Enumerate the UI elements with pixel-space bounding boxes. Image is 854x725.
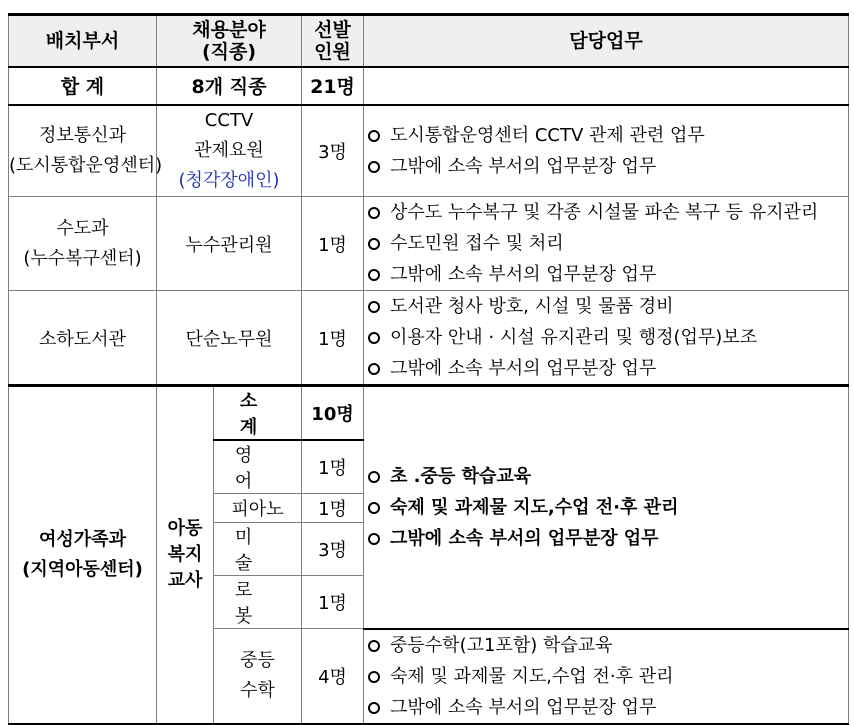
duty-text: 초 .중등 학습교육 — [390, 465, 532, 487]
circle-bullet-icon — [368, 161, 380, 173]
subject-name: 영 어 — [214, 440, 302, 494]
subject-name: 피아노 — [214, 494, 302, 523]
circle-bullet-icon — [368, 671, 380, 683]
duty-item — [368, 228, 848, 259]
duty-text: 도시통합운영센터 CCTV 관제 관련 업무 — [390, 124, 705, 146]
duties-cell — [364, 105, 849, 197]
duty-item — [368, 523, 848, 554]
duty-text: 그밖에 소속 부서의 업무분장 업무 — [390, 358, 657, 379]
math-line2: 수학 — [240, 679, 275, 701]
duty-item — [368, 353, 848, 384]
circle-bullet-icon — [368, 533, 380, 545]
duty-item — [368, 120, 848, 151]
duty-text: 그밖에 소속 부서의 업무분장 업무 — [390, 264, 657, 285]
duty-text: 상수도 누수복구 및 각종 시설물 파손 복구 등 유지관리 — [390, 202, 819, 223]
duty-text: 그밖에 소속 부서의 업무분장 업무 — [390, 696, 657, 718]
duty-text: 숙제 및 과제물 지도,수업 전·후 관리 — [390, 665, 674, 687]
dept-name: 정보통신과 — [39, 124, 126, 146]
duty-item — [368, 151, 848, 182]
dept-sub: (지역아동센터) — [22, 558, 143, 580]
header-count — [302, 15, 364, 67]
duty-text: 그밖에 소속 부서의 업무분장 업무 — [390, 527, 659, 549]
header-field-line2: (직종) — [201, 40, 257, 63]
subject-count: 3명 — [302, 523, 364, 576]
subject-count: 1명 — [302, 494, 364, 523]
table-row — [9, 105, 849, 197]
duty-item — [368, 492, 848, 523]
duty-item — [368, 692, 848, 723]
total-row — [9, 67, 849, 105]
table-row — [9, 197, 849, 291]
duties-cell — [364, 386, 849, 629]
subject-count: 1명 — [302, 440, 364, 494]
field-cell — [157, 105, 302, 197]
subtotal-count: 10명 — [302, 386, 364, 441]
dept-sub: (누수복구센터) — [23, 247, 142, 269]
duty-item — [368, 630, 848, 661]
field-line1: CCTV — [204, 109, 254, 131]
field-note: (청각장애인) — [178, 169, 280, 191]
duty-text: 그밖에 소속 부서의 업무분장 업무 — [390, 155, 657, 177]
recruitment-table — [8, 13, 849, 725]
duty-text: 중등수학(고1포함) 학습교육 — [390, 634, 613, 656]
subject-name: 미 술 — [214, 523, 302, 576]
total-duties — [364, 67, 849, 105]
header-dept: 배치부서 — [9, 15, 157, 67]
duty-item — [368, 259, 848, 290]
dept-sub: (도시통합운영센터) — [9, 154, 163, 176]
math-line1: 중등 — [240, 649, 275, 671]
field-cell: 단순노무원 — [157, 291, 302, 386]
role-line3: 교사 — [167, 569, 203, 591]
table-row — [9, 291, 849, 386]
subtotal-row — [9, 386, 849, 441]
circle-bullet-icon — [368, 238, 380, 250]
header-row — [9, 15, 849, 67]
subject-name: 로 봇 — [214, 576, 302, 629]
duty-item — [368, 322, 848, 353]
field-cell: 누수관리원 — [157, 197, 302, 291]
subtotal-label: 소 계 — [214, 386, 302, 441]
dept-cell: 소하도서관 — [9, 291, 157, 386]
role-line2: 복지 — [167, 543, 203, 565]
duties-cell — [364, 291, 849, 386]
circle-bullet-icon — [368, 332, 380, 344]
duty-text: 도서관 청사 방호, 시설 및 물품 경비 — [390, 296, 674, 317]
dept-cell — [9, 105, 163, 197]
total-field: 8개 직종 — [157, 67, 302, 105]
subject-count: 1명 — [302, 576, 364, 629]
header-field — [157, 15, 302, 67]
field-line2: 관제요원 — [194, 139, 264, 161]
dept-name: 수도과 — [56, 217, 109, 239]
total-label: 합 계 — [9, 67, 157, 105]
circle-bullet-icon — [368, 207, 380, 219]
subject-count: 4명 — [302, 629, 364, 724]
circle-bullet-icon — [368, 502, 380, 514]
header-count-line1: 선발 — [314, 18, 351, 41]
header-count-line2: 인원 — [314, 40, 351, 63]
duty-text: 숙제 및 과제물 지도,수업 전·후 관리 — [390, 496, 679, 518]
dept-cell — [9, 197, 157, 291]
circle-bullet-icon — [368, 269, 380, 281]
role-cell — [157, 386, 214, 724]
header-field-line1: 채용분야 — [192, 18, 266, 41]
circle-bullet-icon — [368, 301, 380, 313]
circle-bullet-icon — [368, 702, 380, 714]
circle-bullet-icon — [368, 363, 380, 375]
total-count: 21명 — [302, 67, 364, 105]
count-cell: 3명 — [302, 105, 364, 197]
duty-text: 이용자 안내 · 시설 유지관리 및 행정(업무)보조 — [390, 327, 758, 348]
dept-cell — [9, 386, 157, 724]
circle-bullet-icon — [368, 471, 380, 483]
duties-cell — [364, 197, 849, 291]
count-cell: 1명 — [302, 291, 364, 386]
duty-item — [368, 197, 848, 228]
duty-text: 수도민원 접수 및 처리 — [390, 233, 564, 254]
duty-item — [368, 291, 848, 322]
dept-name: 여성가족과 — [39, 528, 126, 550]
count-cell: 1명 — [302, 197, 364, 291]
role-line1: 아동 — [167, 517, 203, 539]
circle-bullet-icon — [368, 130, 380, 142]
duty-item — [368, 461, 848, 492]
circle-bullet-icon — [368, 640, 380, 652]
duty-item — [368, 661, 848, 692]
header-duties: 담당업무 — [364, 15, 849, 67]
